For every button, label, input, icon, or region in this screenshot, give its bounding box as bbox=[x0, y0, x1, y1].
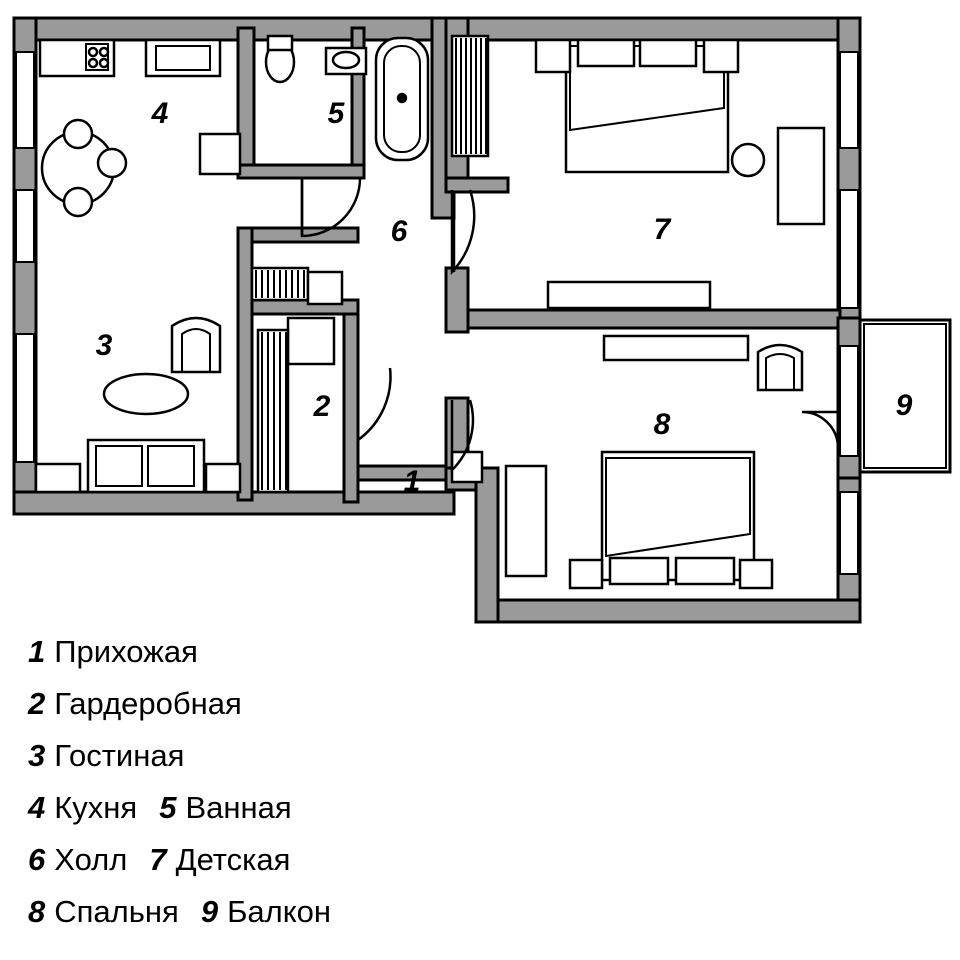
legend-row bbox=[28, 894, 928, 946]
legend-number: 3 bbox=[28, 738, 46, 773]
room-number-2: 2 bbox=[313, 390, 331, 423]
legend-row bbox=[28, 842, 928, 894]
legend-item-4 bbox=[28, 790, 159, 826]
legend-label: Гардеробная bbox=[54, 686, 242, 721]
room-number-9: 9 bbox=[895, 389, 913, 422]
legend-number: 2 bbox=[28, 686, 46, 721]
legend-item-9 bbox=[201, 894, 353, 930]
legend-label: Гостиная bbox=[54, 738, 185, 773]
legend-row bbox=[28, 738, 928, 790]
legend-number: 4 bbox=[28, 790, 46, 825]
legend-label: Кухня bbox=[54, 790, 138, 825]
room-number-1: 1 bbox=[403, 465, 421, 498]
legend-row bbox=[28, 634, 928, 686]
legend-item-5 bbox=[159, 790, 313, 826]
legend bbox=[28, 634, 928, 946]
legend-label: Ванная bbox=[185, 790, 292, 825]
legend-number: 6 bbox=[28, 842, 46, 877]
legend-item-2 bbox=[28, 686, 264, 722]
legend-item-3 bbox=[28, 738, 206, 774]
legend-label: Спальня bbox=[54, 894, 179, 929]
legend-number: 5 bbox=[159, 790, 177, 825]
room-number-8: 8 bbox=[653, 408, 671, 441]
room-number-7: 7 bbox=[653, 213, 671, 246]
legend-number: 8 bbox=[28, 894, 46, 929]
legend-item-7 bbox=[149, 842, 312, 878]
legend-item-8 bbox=[28, 894, 201, 930]
legend-row bbox=[28, 686, 928, 738]
legend-label: Холл bbox=[54, 842, 128, 877]
room-number-3: 3 bbox=[95, 329, 113, 362]
legend-item-6 bbox=[28, 842, 149, 878]
legend-label: Балкон bbox=[227, 894, 332, 929]
room-number-4: 4 bbox=[151, 97, 169, 130]
legend-label: Детская bbox=[175, 842, 291, 877]
room-number-5: 5 bbox=[327, 97, 345, 130]
legend-row bbox=[28, 790, 928, 842]
room-number-6: 6 bbox=[390, 215, 408, 248]
legend-number: 1 bbox=[28, 634, 46, 669]
legend-number: 7 bbox=[149, 842, 167, 877]
legend-label: Прихожая bbox=[54, 634, 198, 669]
legend-number: 9 bbox=[200, 894, 219, 929]
legend-item-1 bbox=[28, 634, 220, 670]
